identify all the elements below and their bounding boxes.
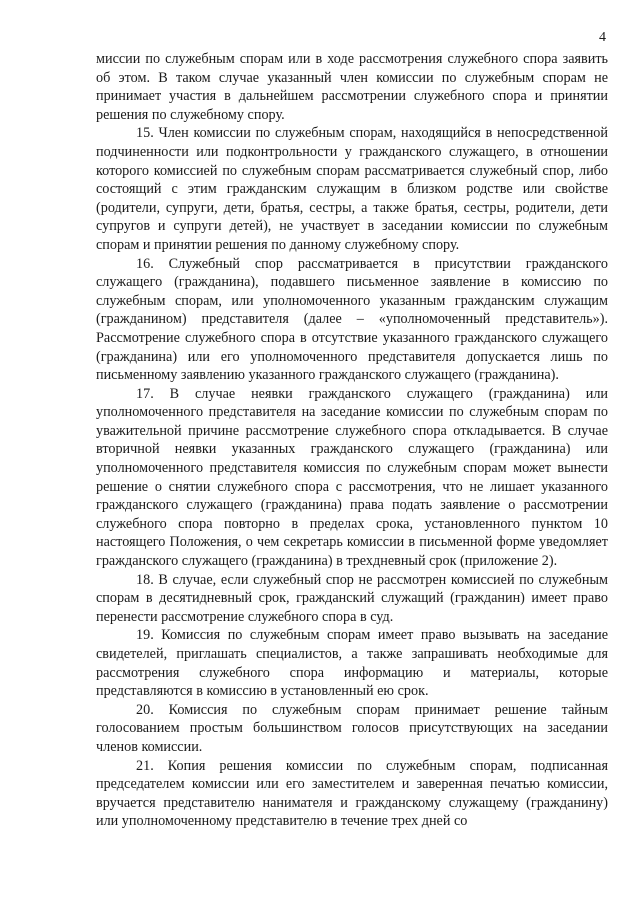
paragraph-21: 21. Копия решения комиссии по служебным спорам, подписанная председателем комиссии или его заместителем и заверенная печатью комиссии, вручается представителю нанимателя и гражданскому служащему (гражданину) или уполномоченному представителю в течение трех дней со (96, 757, 608, 830)
paragraph-16: 16. Служебный спор рассматривается в присутствии гражданского служащего (гражданина), подавшего письменное заявление в комиссию по служебным спорам, или уполномоченного указанным гражданским служащим (гражданином) представителя (далее – «уполномоченный представитель»). Рассмотрение служебного спора в отсутствие указанного гражданского служащего (гражданина) или его уполномоченного представителя допускается лишь по письменному заявлению указанного гражданского служащего (гражданина). (96, 255, 608, 384)
paragraph-19: 19. Комиссия по служебным спорам имеет право вызывать на заседание свидетелей, приглашать специалистов, а также запрашивать необходимые для рассмотрения служебного спора информацию и материалы, которые представляются в комиссию в установленный ею срок. (96, 627, 608, 700)
paragraph-20: 20. Комиссия по служебным спорам принимает решение тайным голосованием простым большинством голосов присутствующих на заседании членов комиссии. (96, 701, 608, 755)
page-number: 4 (599, 30, 606, 45)
document-body (96, 50, 608, 831)
paragraph-continuation: миссии по служебным спорам или в ходе рассмотрения служебного спора заявить об этом. В таком случае указанный член комиссии по служебным спорам не принимает участия в дальнейшем рассмотрении служебного спора и принятии решения по служебному спору. (96, 51, 608, 123)
paragraph-17: 17. В случае неявки гражданского служащего (гражданина) или уполномоченного представителя на заседание комиссии по служебным спорам по уважительной причине рассмотрение служебного спора откладывается. В случае вторичной неявки указанных гражданского служащего (гражданина) или уполномоченного представителя комиссия по служебным спорам может вынести решение о снятии служебного спора с рассмотрения, что не лишает указанного гражданского служащего (гражданина) права подать заявление о рассмотрении служебного спора повторно в пределах срока, установленного пунктом 10 настоящего Положения, о чем секретарь комиссии в письменной форме уведомляет гражданского служащего (гражданина) в трехдневный срок (приложение 2). (96, 385, 608, 570)
paragraph-15: 15. Член комиссии по служебным спорам, находящийся в непосредственной подчиненности или подконтрольности у гражданского служащего, в отношении которого комиссией по служебным спорам рассматривается служебный спор, либо состоящий с этим гражданским служащим в близком родстве или свойстве (родители, супруги, дети, братья, сестры, а также братья, сестры, родители, дети супругов и супруги детей), не участвует в заседании комиссии по служебным спорам и принятии решения по данному служебному спору. (96, 125, 608, 253)
paragraph-18: 18. В случае, если служебный спор не рассмотрен комиссией по служебным спорам в десятидневный срок, гражданский служащий (гражданин) имеет право перенести рассмотрение служебного спора в суд. (96, 571, 608, 625)
